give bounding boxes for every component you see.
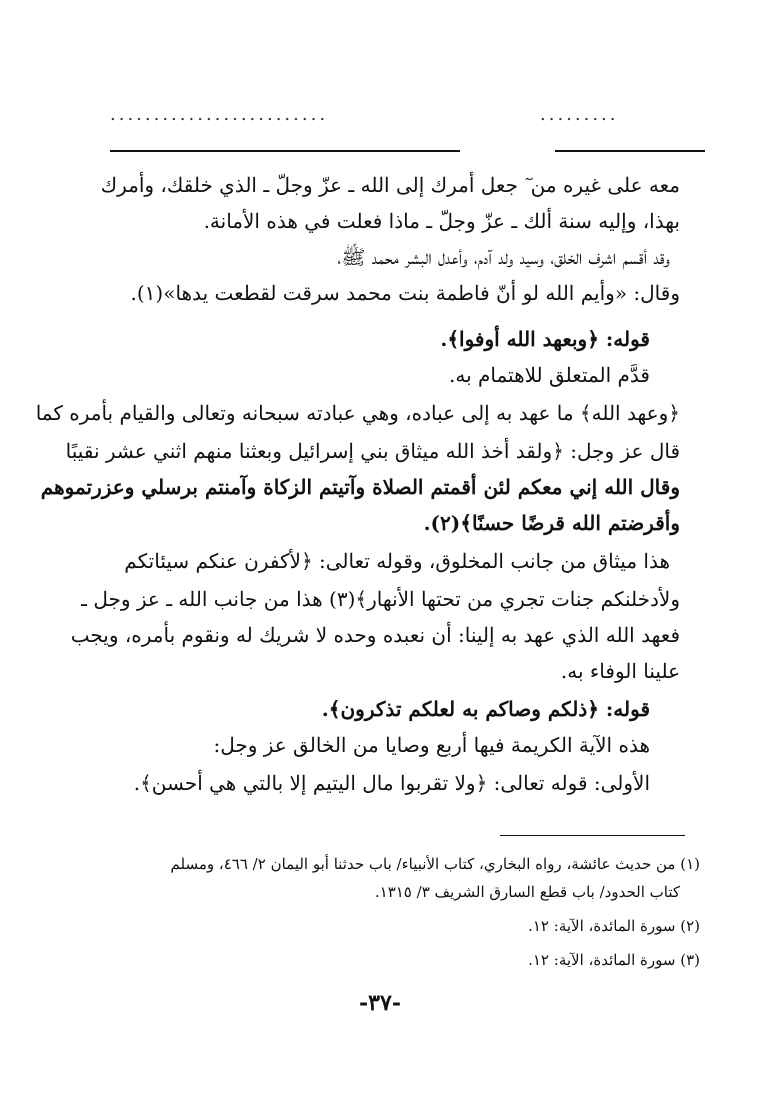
text-line: معه على غيره من ٓ جعل أمرك إلى الله ـ عزّ وجلّ ـ الذي خلقك، وأمرك	[100, 173, 680, 197]
header-dots-left: .........................	[110, 104, 329, 125]
text-line: فعهد الله الذي عهد به إلينا: أن نعبده وحده لا شريك له ونقوم بأمره، ويجب	[70, 623, 680, 647]
text-line: وقد أقسم اشرف الخلق، وسيد ولد آدم، وأعدل البشر محمد ﷺ،	[337, 245, 670, 269]
text-line: قدَّم المتعلق للاهتمام به.	[448, 363, 650, 387]
text-line: الأولى: قوله تعالى: ﴿ولا تقربوا مال اليتيم إلا بالتي هي أحسن﴾.	[133, 771, 650, 795]
text-line: ولأدخلنكم جنات تجري من تحتها الأنهار﴾(٣) هذا من جانب الله ـ عز وجل ـ	[81, 587, 680, 611]
footnote-rule	[500, 835, 685, 836]
text-line: بهذا، وإليه سنة ألك ـ عزّ وجلّ ـ ماذا فعلت في هذه الأمانة.	[203, 209, 680, 233]
text-line: قوله: ﴿ذلكم وصاكم به لعلكم تذكرون﴾.	[321, 697, 650, 721]
footnote-line: (١) من حديث عائشة، رواه البخاري، كتاب الأنبياء/ باب حدثنا أبو اليمان ٢/ ٤٦٦، ومسلم	[170, 855, 700, 873]
text-line: قال عز وجل: ﴿ولقد أخذ الله ميثاق بني إسرائيل وبعثنا منهم اثني عشر نقيبًا	[65, 439, 680, 463]
footnote-line: (٢) سورة المائدة، الآية: ١٢.	[528, 917, 700, 935]
text-line: علينا الوفاء به.	[560, 659, 680, 683]
footnote-line: كتاب الحدود/ باب قطع السارق الشريف ٣/ ١٣١٥.	[374, 883, 680, 901]
text-line: ﴿وعهد الله﴾ ما عهد به إلى عباده، وهي عبادته سبحانه وتعالى والقيام بأمره كما	[35, 401, 680, 425]
text-line: هذه الآية الكريمة فيها أربع وصايا من الخالق عز وجل:	[213, 733, 650, 757]
text-line: وقال: «وأيم الله لو أنّ فاطمة بنت محمد سرقت لقطعت يدها»(١).	[130, 281, 680, 305]
text-line: هذا ميثاق من جانب المخلوق، وقوله تعالى: ﴿لأكفرن عنكم سيئاتكم	[124, 549, 670, 573]
header-dots-right: .........	[540, 104, 619, 125]
text-line: وأقرضتم الله قرضًا حسنًا﴾(٢).	[423, 511, 680, 535]
text-line: وقال الله إني معكم لئن أقمتم الصلاة وآتيتم الزكاة وآمنتم برسلي وعزرتموهم	[40, 475, 680, 499]
header-rule-left	[110, 150, 460, 152]
header-rule-right	[555, 150, 705, 152]
text-line: قوله: ﴿وبعهد الله أوفوا﴾.	[440, 327, 650, 351]
footnote-line: (٣) سورة المائدة، الآية: ١٢.	[528, 951, 700, 969]
page-number: -٣٧-	[359, 990, 401, 1016]
